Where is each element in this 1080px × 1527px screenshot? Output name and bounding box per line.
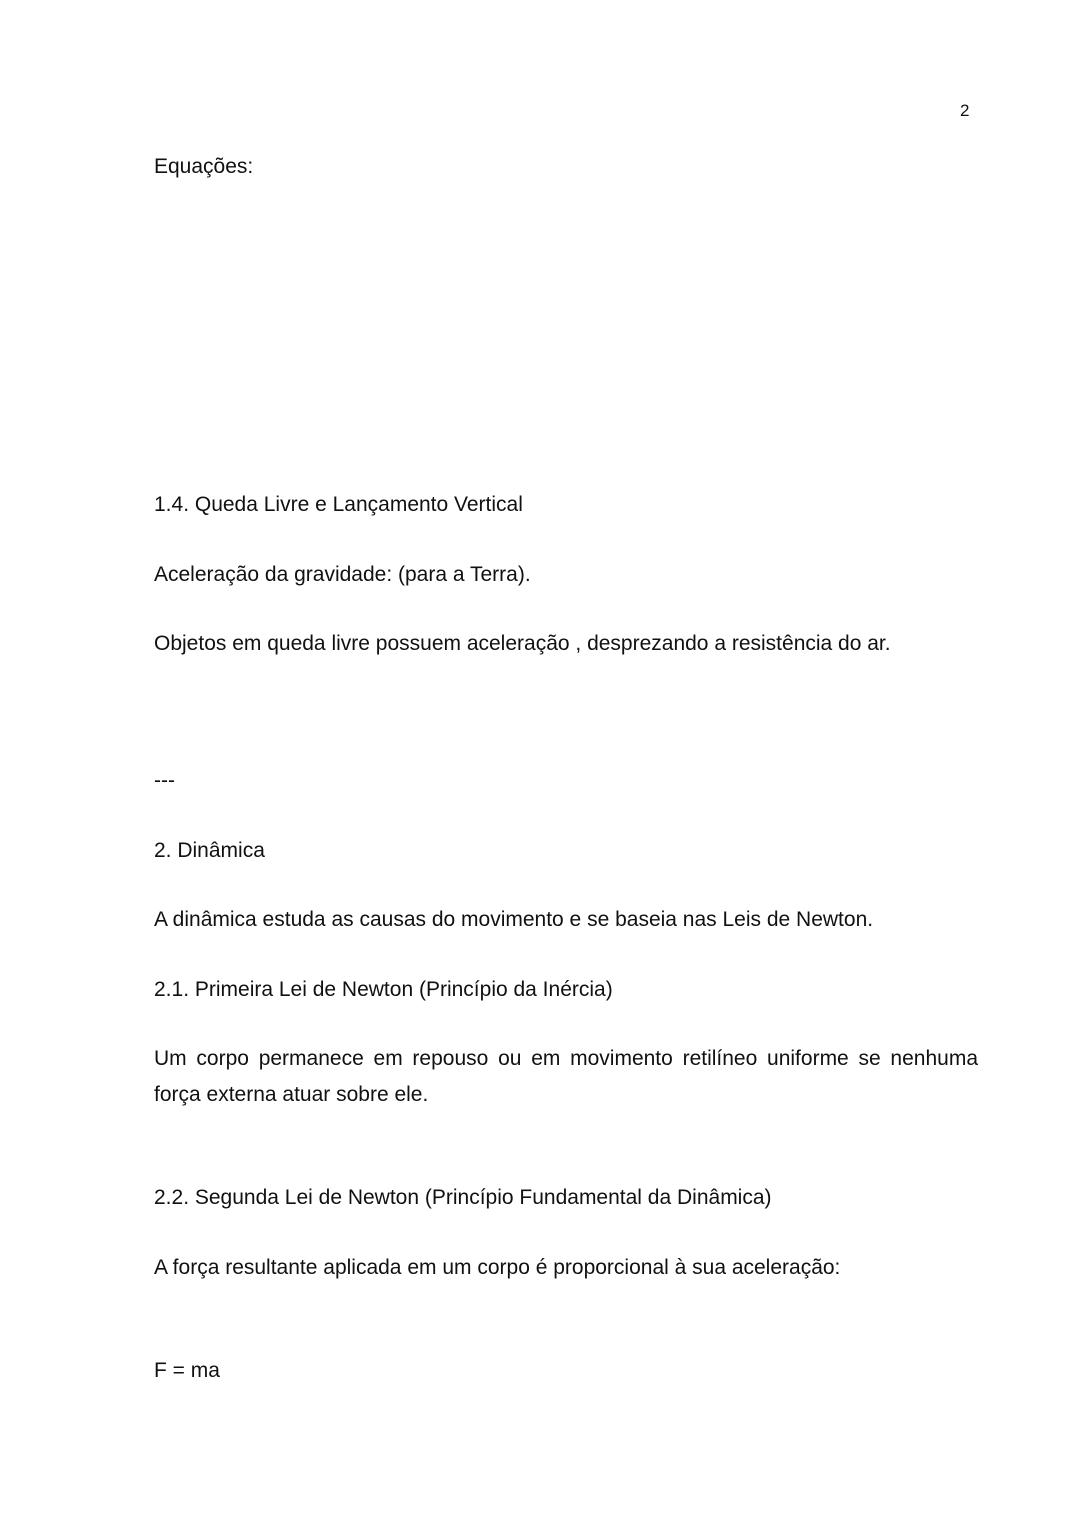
- free-fall-text: Objetos em queda livre possuem aceleração , desprezando a resistência do ar.: [154, 632, 891, 655]
- separator: ---: [154, 769, 175, 792]
- equations-label: Equações:: [154, 155, 254, 178]
- section-2-1-heading: 2.1. Primeira Lei de Newton (Princípio da Inércia): [154, 978, 613, 1001]
- first-law-text: Um corpo permanece em repouso ou em movimento retilíneo uniforme se nenhuma força externa atuar sobre ele.: [154, 1047, 978, 1106]
- second-law-formula: F = ma: [154, 1359, 220, 1382]
- section-1-4-heading: 1.4. Queda Livre e Lançamento Vertical: [154, 493, 523, 516]
- gravity-text: Aceleração da gravidade: (para a Terra).: [154, 563, 531, 586]
- dynamics-intro: A dinâmica estuda as causas do movimento e se baseia nas Leis de Newton.: [154, 908, 874, 931]
- page-number: 2: [960, 101, 970, 120]
- section-2-heading: 2. Dinâmica: [154, 839, 265, 862]
- second-law-text: A força resultante aplicada em um corpo é proporcional à sua aceleração:: [154, 1256, 841, 1279]
- section-2-2-heading: 2.2. Segunda Lei de Newton (Princípio Fundamental da Dinâmica): [154, 1186, 772, 1209]
